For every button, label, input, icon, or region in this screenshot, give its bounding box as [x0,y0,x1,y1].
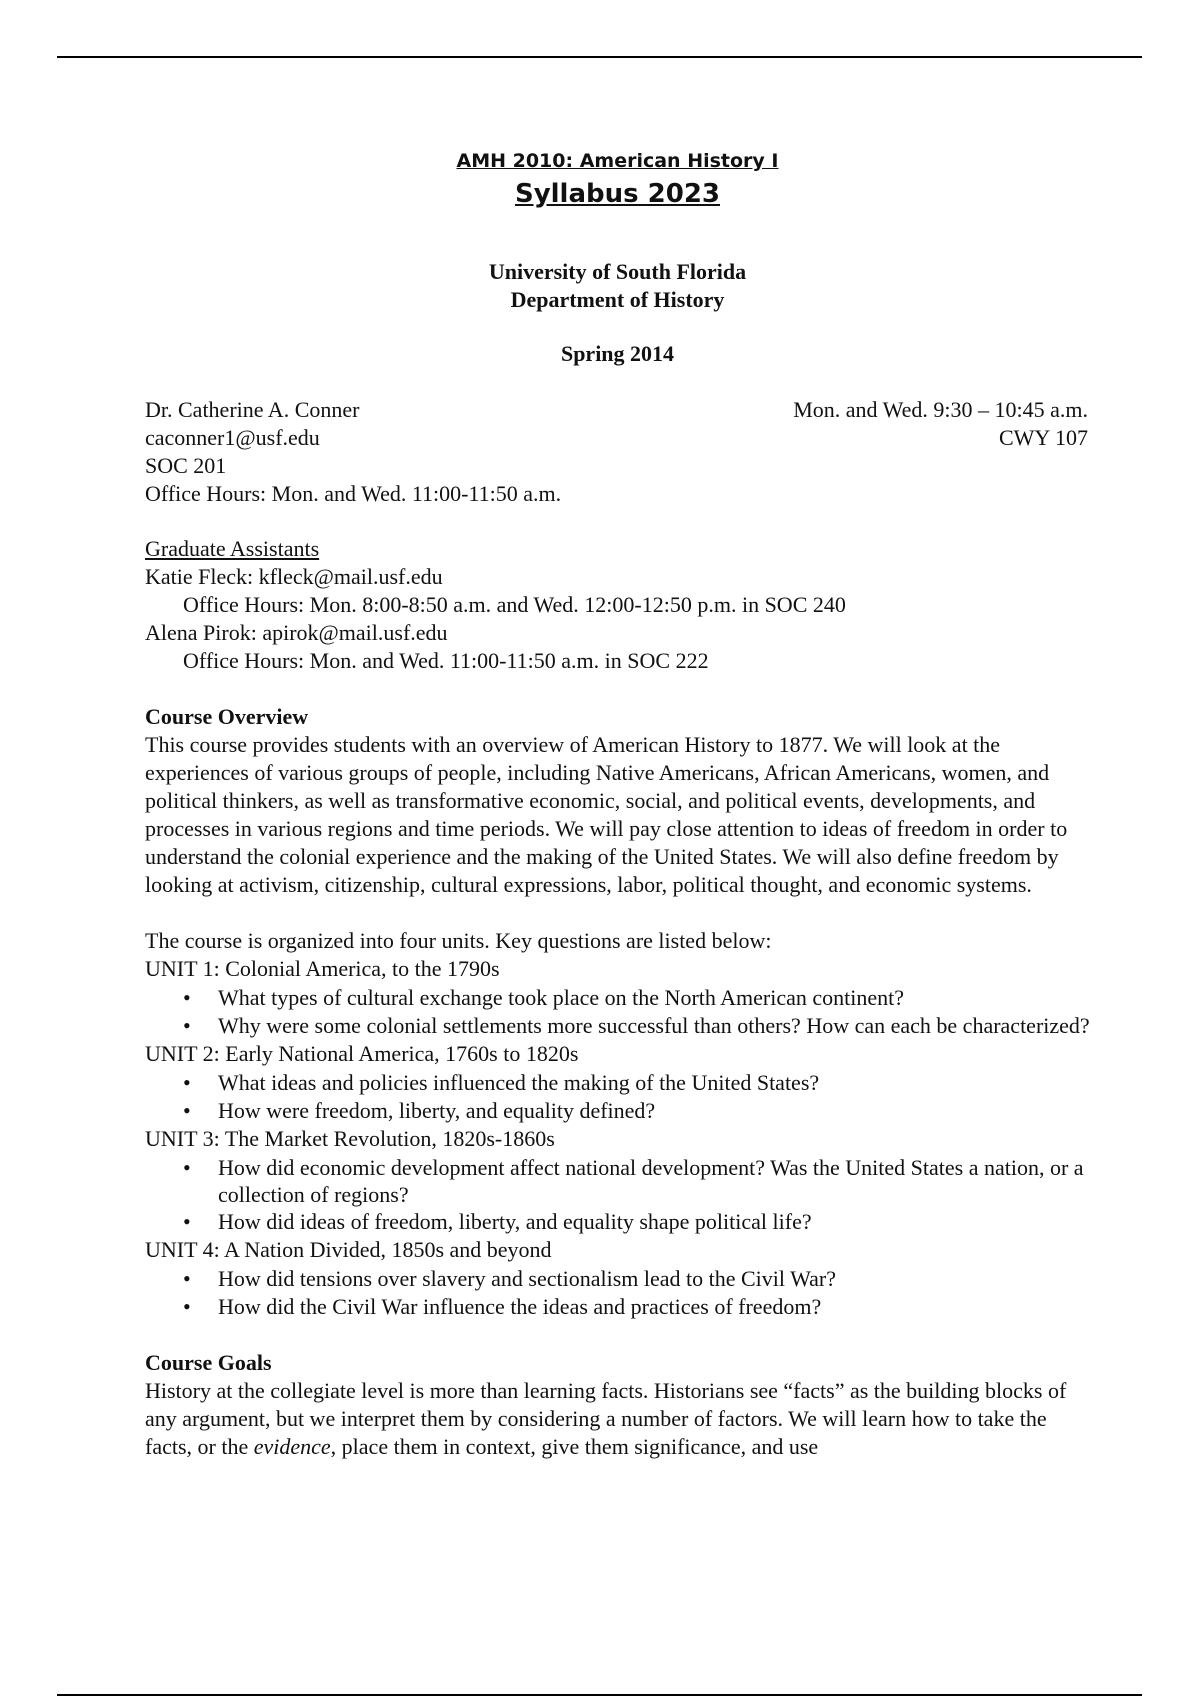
department-name: Department of History [510,287,725,312]
unit-label: UNIT 2: Early National America, 1760s to 1820s [145,1041,579,1066]
bullet-icon: • [183,985,191,1010]
unit-questions [145,1069,1090,1125]
assistants-section [145,535,1090,675]
unit-label: UNIT 1: Colonial America, to the 1790s [145,956,500,981]
university-name: University of South Florida [488,259,747,284]
instructor-name: Dr. Catherine A. Conner [145,397,360,422]
term: Spring 2014 [560,341,675,366]
syllabus-label: Syllabus 2023 [514,179,721,209]
overview-heading: Course Overview [145,704,309,729]
list-item: • How did economic development affect national development? Was the United States a nation, or a collection of regions? [183,1155,1084,1207]
course-title: AMH 2010: American History I [456,150,779,172]
bullet-icon: • [183,1266,191,1291]
goals-text: History at the collegiate level is more than learning facts. Historians see “facts” as the building blocks of any argument, but we interpret them by considering a number of factors. We will learn how to take the facts, or the evidence, place them in context, give them significance, and use [145,1378,1067,1459]
unit-questions [145,1265,1090,1321]
overview-text: This course provides students with an overview of American History to 1877. We will look at the experiences of various groups of people, including Native Americans, African Americans, women, and political thinkers, as well as transformative economic, social, and political events, developments, and processes in various regions and time periods. We will pay close attention to ideas of freedom in order to understand the colonial experience and the making of the United States. We will also define freedom by looking at activism, citizenship, cultural expressions, labor, political thought, and economic systems. [145,732,1068,897]
assistant-contact: Alena Pirok: apirok@mail.usf.edu [145,620,448,645]
list-item: • How did tensions over slavery and sectionalism lead to the Civil War? [183,1266,836,1291]
assistant-contact: Katie Fleck: kfleck@mail.usf.edu [145,564,443,589]
unit-label: UNIT 3: The Market Revolution, 1820s-1860s [145,1126,555,1151]
instructor-office-hours: Office Hours: Mon. and Wed. 11:00-11:50 a.m. [145,481,562,506]
bottom-rule [57,1694,1142,1696]
instructor-email[interactable]: caconner1@usf.edu [145,425,320,450]
goals-heading: Course Goals [145,1350,272,1375]
bullet-icon: • [183,1209,191,1234]
overview-section [145,703,1090,899]
list-item: • What types of cultural exchange took place on the North American continent? [183,985,905,1010]
bullet-icon: • [183,1155,191,1180]
goals-section [145,1349,1090,1461]
meeting-time: Mon. and Wed. 9:30 – 10:45 a.m. [793,397,1088,422]
units-intro: The course is organized into four units. Key questions are listed below: [145,928,772,953]
syllabus-body [145,535,1090,1461]
meeting-room: CWY 107 [998,425,1088,450]
list-item: • How were freedom, liberty, and equality defined? [183,1098,656,1123]
list-item: • What ideas and policies influenced the making of the United States? [183,1070,820,1095]
list-item: • How did the Civil War influence the ideas and practices of freedom? [183,1294,822,1319]
unit-label: UNIT 4: A Nation Divided, 1850s and beyond [145,1237,552,1262]
instructor-office: SOC 201 [145,453,227,478]
list-item: • How did ideas of freedom, liberty, and equality shape political life? [183,1209,812,1234]
bullet-icon: • [183,1294,191,1319]
bullet-icon: • [183,1098,191,1123]
list-item: • Why were some colonial settlements more successful than others? How can each be characterized? [183,1013,1090,1038]
class-schedule [793,396,1088,452]
assistants-heading: Graduate Assistants [145,536,320,561]
unit-questions [145,984,1090,1040]
bullet-icon: • [183,1013,191,1038]
assistant-office-hours: Office Hours: Mon. and Wed. 11:00-11:50 a.m. in SOC 222 [183,648,709,673]
top-rule [57,56,1142,58]
unit-questions [145,1154,1090,1236]
units-section [145,927,1090,1321]
assistant-office-hours: Office Hours: Mon. 8:00-8:50 a.m. and Wed. 12:00-12:50 p.m. in SOC 240 [183,592,846,617]
bullet-icon: • [183,1070,191,1095]
instructor-info [145,396,561,508]
goals-emphasis: evidence [253,1434,331,1459]
